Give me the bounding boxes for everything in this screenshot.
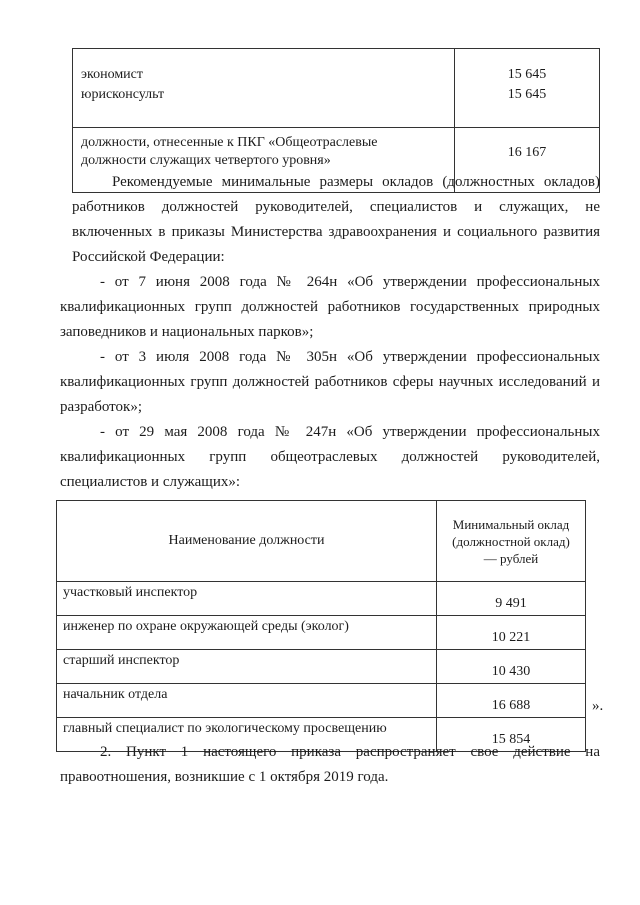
salary-value: 15 645 <box>507 87 547 102</box>
position-name: юрисконсульт <box>81 87 165 102</box>
salary-table <box>56 500 586 752</box>
salary-cell: 15 854 <box>437 718 586 752</box>
salary-cell: 9 491 <box>437 582 586 616</box>
salary-value: 15 645 <box>507 67 547 82</box>
header-line: — рублей <box>483 550 539 566</box>
header-line: (должностной оклад) <box>452 533 570 549</box>
table-row <box>57 684 586 718</box>
column-header-position: Наименование должности <box>57 501 437 582</box>
table-row <box>73 49 600 128</box>
header-line: Минимальный оклад <box>452 516 570 532</box>
position-name: должности, отнесенные к ПКГ «Общеотраслевые <box>81 135 378 150</box>
salary-cell: 10 221 <box>437 616 586 650</box>
salary-value: 16 167 <box>507 145 547 160</box>
final-paragraph: 2. Пункт 1 настоящего приказа распространяет свое действие на правоотношения, возникшие с 1 октября 2019 года. <box>60 744 600 785</box>
table-row <box>57 616 586 650</box>
table-row <box>57 582 586 616</box>
position-cell: главный специалист по экологическому просвещению <box>57 718 437 752</box>
intro-paragraph: Рекомендуемые минимальные размеры окладов (должностных окладов) работников должностей руководителей, специалистов и служащих, не включенных в приказы Министерства здравоохранения и социального развития Российской Федерации: <box>72 174 600 265</box>
order-item: - от 3 июля 2008 года № 305н «Об утверждении профессиональных квалификационных групп должностей работников сферы научных исследований и разработок»; <box>60 349 600 415</box>
table-row <box>57 650 586 684</box>
table-header-row <box>57 501 586 582</box>
order-item: - от 7 июня 2008 года № 264н «Об утверждении профессиональных квалификационных групп должностей работников государственных природных заповедников и национальных парков»; <box>60 274 600 340</box>
position-cell: начальник отдела <box>57 684 437 718</box>
position-name: должности служащих четвертого уровня» <box>81 153 331 168</box>
position-cell: старший инспектор <box>57 650 437 684</box>
column-header-salary <box>437 501 586 582</box>
position-name: экономист <box>81 67 144 82</box>
salary-cell: 10 430 <box>437 650 586 684</box>
order-item: - от 29 мая 2008 года № 247н «Об утверждении профессиональных квалификационных групп общеотраслевых должностей руководителей, специалистов и служащих»: <box>60 424 600 490</box>
closing-quote: ». <box>592 698 604 714</box>
position-cell: участковый инспектор <box>57 582 437 616</box>
position-cell <box>73 49 455 128</box>
salary-cell <box>455 49 600 128</box>
salary-cell: 16 688 <box>437 684 586 718</box>
position-cell: инженер по охране окружающей среды (эколог) <box>57 616 437 650</box>
